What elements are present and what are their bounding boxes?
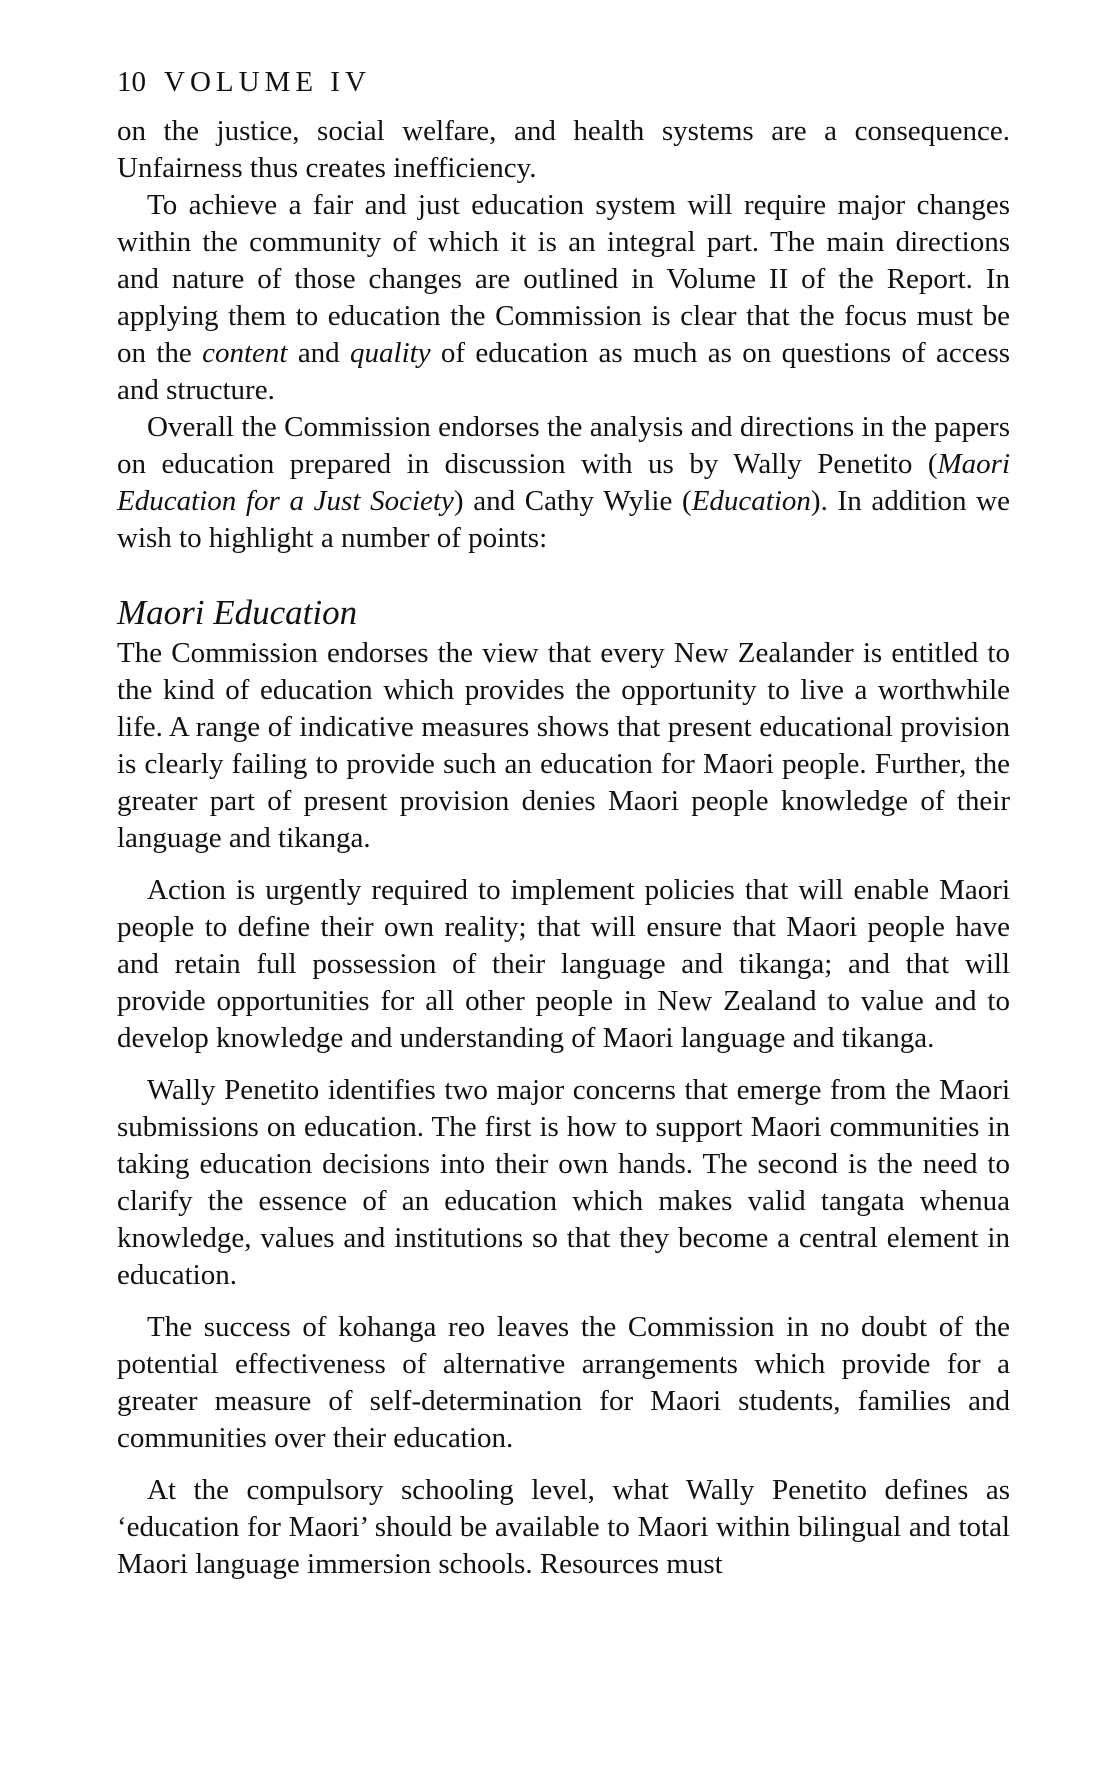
- running-head: [117, 64, 1010, 101]
- paragraph-kohanga-reo: The success of kohanga reo leaves the Commission in no doubt of the potential effectiveness of alternative arrangements which provide for a greater measure of self-determination for Maori students, families and communities over their education.: [117, 1311, 1010, 1454]
- paragraph-text: and: [297, 337, 340, 369]
- emphasis-quality: quality: [350, 337, 431, 369]
- page-number: 10: [117, 66, 146, 98]
- paragraph-fair-education: [117, 187, 1010, 409]
- paragraph-compulsory-schooling: At the compulsory schooling level, what Wally Penetito defines as ‘education for Maori’ should be available to Maori within bilingual and total Maori language immersion schools. Resources must: [117, 1474, 1010, 1580]
- paragraph-text: of education as much as on questions of access and structure.: [117, 337, 1011, 406]
- emphasis-content: content: [202, 337, 288, 369]
- paragraph-worthwhile-life: The Commission endorses the view that every New Zealander is entitled to the kind of education which provides the opportunity to live a worthwhile life. A range of indicative measures shows that present educational provision is clearly failing to provide such an education for Maori people. Further, the greater part of present provision denies Maori people knowledge of their language and tikanga.: [117, 637, 1010, 854]
- document-page: [117, 64, 1010, 1583]
- paragraph-text: ) and Cathy Wylie (: [453, 485, 692, 517]
- paragraph-continuation: on the justice, social welfare, and health systems are a consequence. Unfairness thus creates inefficiency.: [117, 115, 1010, 184]
- paragraph-endorses-analysis: [117, 409, 1010, 557]
- paragraph-text: Overall the Commission endorses the analysis and directions in the papers on education prepared in discussion with us by Wally Penetito (: [117, 411, 1010, 480]
- section-heading: Maori Education: [117, 593, 358, 632]
- paragraph-text: ). In addition we wish to highlight a number of points:: [117, 485, 1010, 554]
- paragraph-text: To achieve a fair and just education system will require major changes within the community of which it is an integral part. The main directions and nature of those changes are outlined in Volume II of the Report. In applying them to education the Commission is clear that the focus must be on the: [117, 189, 1010, 369]
- running-title: VOLUME IV: [164, 66, 371, 98]
- citation-education: Education: [691, 485, 811, 517]
- paragraph-major-concerns: Wally Penetito identifies two major concerns that emerge from the Maori submissions on education. The first is how to support Maori communities in taking education decisions into their own hands. The second is the need to clarify the essence of an education which makes valid tangata whenua knowledge, values and institutions so that they become a central element in education.: [117, 1074, 1010, 1291]
- paragraph-action-required: Action is urgently required to implement policies that will enable Maori people to define their own reality; that will ensure that Maori people have and retain full possession of their language and tikanga; and that will provide opportunities for all other people in New Zealand to value and to develop knowledge and understanding of Maori language and tikanga.: [117, 874, 1010, 1054]
- citation-maori-education: Maori Education for a Just Society: [117, 448, 1010, 517]
